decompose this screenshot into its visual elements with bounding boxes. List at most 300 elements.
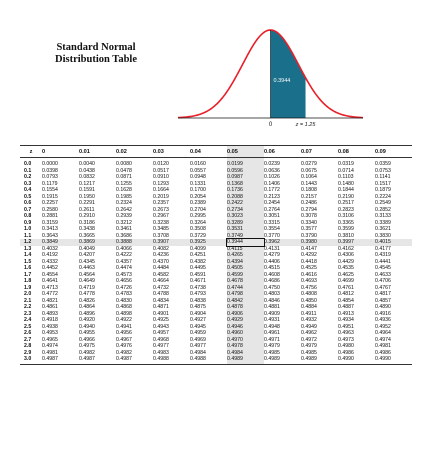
- table-cell: 0.0080: [116, 161, 132, 167]
- row-z-value: 2.3: [24, 310, 32, 317]
- table-cell: 0.3621: [375, 226, 391, 232]
- table-cell: 0.1915: [42, 193, 58, 200]
- column-header: 0: [42, 146, 79, 158]
- table-cell: 0.4463: [79, 265, 95, 271]
- table-cell: 0.3944: [227, 239, 264, 246]
- table-cell: 0.4893: [42, 310, 58, 317]
- table-cell: 0.4131: [264, 245, 280, 252]
- table-cell: 0.4830: [116, 297, 132, 304]
- table-cell: 0.4929: [227, 317, 264, 324]
- table-cell: 0.4898: [116, 310, 132, 317]
- table-cell: 0.3665: [79, 232, 95, 239]
- table-cell: 0.4279: [264, 252, 280, 258]
- table-cell: 0.2794: [301, 206, 317, 213]
- table-cell: 0.4726: [116, 284, 132, 291]
- table-cell: 0.4890: [375, 304, 391, 310]
- table-cell: 0.4911: [301, 310, 317, 317]
- table-cell: 0.4909: [264, 310, 280, 317]
- table-cell: 0.4441: [375, 258, 391, 265]
- row-z-value: 2.2: [24, 304, 32, 310]
- table-cell: 0.4989: [227, 356, 264, 364]
- table-cell: 0.1179: [42, 180, 58, 187]
- page-title: [50, 42, 142, 66]
- table-cell: 0.4969: [190, 336, 206, 343]
- table-cell: 0.3238: [153, 219, 169, 226]
- table-cell: 0.4382: [190, 258, 206, 265]
- table-cell: 0.2734: [227, 207, 264, 214]
- table-cell: 0.4345: [79, 258, 95, 265]
- table-cell: 0.2486: [301, 200, 317, 206]
- table-cell: 0.4793: [190, 291, 206, 297]
- table-cell: 0.0160: [190, 161, 206, 167]
- table-cell: 0.4977: [190, 343, 206, 349]
- table-cell: 0.2580: [42, 206, 58, 213]
- z-value-label: z = 1.25: [295, 122, 316, 128]
- table-cell: 0.4236: [153, 252, 169, 258]
- table-cell: 0.4515: [264, 265, 280, 271]
- table-cell: 0.4940: [79, 323, 95, 330]
- table-cell: 0.4952: [375, 323, 391, 330]
- row-z-value: 1.1: [24, 232, 32, 239]
- row-z-value: 1.2: [20, 239, 42, 246]
- table-cell: 0.4884: [301, 304, 317, 310]
- table-cell: 0.4987: [79, 356, 116, 364]
- table-cell: 0.4985: [264, 349, 280, 356]
- table-cell: 0.2123: [264, 193, 280, 200]
- table-cell: 0.1628: [116, 187, 132, 193]
- table-cell: 0.4941: [116, 323, 132, 330]
- table-cell: 0.4981: [42, 349, 58, 356]
- table-cell: 0.4938: [42, 323, 58, 330]
- table-cell: 0.0910: [153, 174, 169, 180]
- table-cell: 0.0120: [153, 161, 169, 167]
- table-cell: 0.4943: [153, 323, 169, 330]
- table-cell: 0.4484: [153, 265, 169, 271]
- row-z-value: 0.1: [24, 167, 32, 174]
- table-cell: 0.4960: [227, 330, 264, 337]
- table-cell: 0.3810: [338, 232, 354, 239]
- table-cell: 0.0987: [227, 174, 264, 181]
- row-z-value: 0.7: [24, 206, 32, 213]
- table-cell: 0.4750: [264, 284, 280, 291]
- table-cell: 0.4452: [42, 265, 58, 271]
- table-cell: 0.4955: [79, 330, 95, 336]
- table-cell: 0.3708: [153, 232, 169, 239]
- table-cell: 0.3289: [227, 220, 264, 227]
- table-cell: 0.3599: [338, 226, 354, 232]
- table-cell: 0.4916: [375, 310, 391, 317]
- column-header: 0.09: [375, 146, 412, 158]
- table-cell: 0.2764: [264, 206, 280, 213]
- table-cell: 0.1879: [375, 187, 391, 193]
- row-z-value: 1.6: [24, 265, 32, 271]
- row-z-value: 2.7: [24, 336, 32, 343]
- table-cell: 0.0398: [42, 167, 58, 174]
- table-cell: 0.2939: [116, 213, 132, 219]
- row-z-value: 2.1: [24, 297, 32, 304]
- table-cell: 0.2823: [338, 206, 354, 213]
- table-cell: 0.4913: [338, 310, 354, 317]
- table-cell: 0.4988: [153, 356, 190, 364]
- table-cell: 0.4945: [190, 323, 206, 330]
- table-cell: 0.1331: [190, 180, 206, 187]
- table-cell: 0.4989: [264, 356, 301, 364]
- table-cell: 0.4901: [153, 310, 169, 317]
- row-z-value: 0.4: [24, 187, 32, 193]
- table-cell: 0.0040: [79, 161, 95, 167]
- table-cell: 0.4505: [227, 265, 264, 272]
- table-cell: 0.4990: [375, 356, 412, 364]
- table-cell: 0.4936: [375, 317, 391, 323]
- table-cell: 0.4974: [42, 343, 58, 349]
- table-cell: 0.4319: [375, 252, 391, 258]
- table-cell: 0.4732: [153, 284, 169, 291]
- table-cell: 0.4394: [227, 259, 264, 266]
- row-z-value: 3.0: [20, 356, 42, 364]
- table-cell: 0.0596: [227, 168, 264, 175]
- table-cell: 0.4370: [153, 258, 169, 265]
- table-cell: 0.0319: [338, 161, 354, 167]
- table-cell: 0.4964: [375, 330, 391, 336]
- table-cell: 0.1985: [116, 193, 132, 200]
- table-cell: 0.1064: [301, 174, 317, 180]
- table-cell: 0.4292: [301, 252, 317, 258]
- table-cell: 0.4826: [79, 297, 95, 304]
- table-cell: 0.4956: [116, 330, 132, 336]
- table-cell: 0.4582: [153, 271, 169, 278]
- table-cell: 0.4177: [375, 245, 391, 252]
- column-header: 0.02: [116, 146, 153, 158]
- shaded-area: [271, 30, 306, 118]
- table-cell: 0.4767: [375, 284, 391, 291]
- row-z-value: 2.8: [24, 343, 32, 349]
- table-cell: 0.4649: [79, 278, 95, 284]
- table-cell: 0.4761: [338, 284, 354, 291]
- table-cell: 0.4699: [338, 278, 354, 284]
- column-header: 0.08: [338, 146, 375, 158]
- table-cell: 0.1443: [301, 180, 317, 187]
- table-cell: 0.3577: [301, 226, 317, 232]
- table-cell: 0.4713: [42, 284, 58, 291]
- table-cell: 0.4778: [79, 291, 95, 297]
- table-cell: 0.2881: [42, 213, 58, 219]
- table-cell: 0.4803: [264, 291, 280, 297]
- table-cell: 0.4986: [375, 349, 391, 356]
- table-cell: 0.1554: [42, 187, 58, 193]
- table-cell: 0.4978: [227, 343, 264, 350]
- table-cell: 0.4772: [42, 291, 58, 297]
- table-cell: 0.4981: [375, 343, 391, 349]
- table-cell: 0.4904: [190, 310, 206, 317]
- table-cell: 0.4192: [42, 252, 58, 258]
- table-cell: 0.4922: [116, 317, 132, 323]
- table-cell: 0.4756: [301, 284, 317, 291]
- table-cell: 0.0753: [375, 167, 391, 174]
- table-cell: 0.4678: [227, 278, 264, 285]
- table-cell: 0.3962: [264, 239, 301, 246]
- zero-label: 0: [268, 122, 273, 128]
- table-cell: 0.4049: [79, 245, 95, 252]
- table-cell: 0.4222: [116, 252, 132, 258]
- table-cell: 0.2324: [116, 200, 132, 206]
- table-cell: 0.4857: [375, 297, 391, 304]
- table-cell: 0.4875: [190, 304, 206, 310]
- table-cell: 0.4934: [338, 317, 354, 323]
- table-cell: 0.4812: [338, 291, 354, 297]
- row-z-value: 1.3: [24, 245, 32, 252]
- table-cell: 0.2517: [338, 200, 354, 206]
- table-cell: 0.4015: [375, 239, 412, 246]
- table-cell: 0.4591: [190, 271, 206, 278]
- table-cell: 0.3790: [301, 232, 317, 239]
- table-cell: 0.4983: [153, 349, 169, 356]
- row-z-value: 0.6: [24, 200, 32, 206]
- table-cell: 0.1255: [116, 180, 132, 187]
- table-cell: 0.3078: [301, 213, 317, 219]
- table-cell: 0.1808: [301, 187, 317, 193]
- table-cell: 0.3413: [42, 226, 58, 232]
- table-cell: 0.4525: [301, 265, 317, 271]
- column-header: 0.05: [227, 146, 264, 158]
- table-cell: 0.4854: [338, 297, 354, 304]
- table-cell: 0.3340: [301, 219, 317, 226]
- table-cell: 0.4838: [190, 297, 206, 304]
- table-cell: 0.1480: [338, 180, 354, 187]
- table-cell: 0.4962: [301, 330, 317, 336]
- table-cell: 0.4973: [338, 336, 354, 343]
- table-cell: 0.2190: [338, 193, 354, 200]
- table-cell: 0.4808: [301, 291, 317, 297]
- table-cell: 0.4406: [264, 258, 280, 265]
- table-cell: 0.0832: [79, 174, 95, 180]
- table-cell: 0.0948: [190, 174, 206, 180]
- table-cell: 0.4986: [338, 349, 354, 356]
- table-cell: 0.3461: [116, 226, 132, 232]
- table-cell: 0.4032: [42, 245, 58, 252]
- row-z-value: 1.5: [24, 258, 32, 265]
- table-cell: 0.0793: [42, 174, 58, 180]
- table-cell: 0.3925: [190, 239, 227, 246]
- table-cell: 0.0199: [227, 158, 264, 168]
- table-cell: 0.4974: [375, 336, 391, 343]
- table-cell: 0.4817: [375, 291, 391, 297]
- table-cell: 0.4599: [227, 272, 264, 279]
- table-cell: 0.2389: [190, 200, 206, 206]
- table-cell: 0.3531: [227, 226, 264, 233]
- table-cell: 0.0239: [264, 161, 280, 167]
- table-cell: 0.4798: [227, 291, 264, 298]
- table-cell: 0.4896: [79, 310, 95, 317]
- table-cell: 0.2291: [79, 200, 95, 206]
- table-cell: 0.2224: [375, 193, 391, 200]
- table-cell: 0.4861: [42, 304, 58, 310]
- table-cell: 0.4671: [190, 278, 206, 284]
- table-cell: 0.4976: [116, 343, 132, 349]
- table-cell: 0.3485: [153, 226, 169, 232]
- row-z-value: 0.0: [24, 161, 32, 167]
- table-cell: 0.4834: [153, 297, 169, 304]
- table-cell: 0.4846: [264, 297, 280, 304]
- normal-curve-figure: [178, 14, 363, 132]
- table-cell: 0.2995: [190, 213, 206, 219]
- table-cell: 0.4988: [190, 356, 227, 364]
- table-cell: 0.4946: [227, 324, 264, 331]
- table-cell: 0.4357: [116, 258, 132, 265]
- table-cell: 0.4474: [116, 265, 132, 271]
- table-cell: 0.4162: [338, 245, 354, 252]
- table-cell: 0.3133: [375, 213, 391, 219]
- row-z-value: 2.6: [24, 330, 32, 336]
- table-cell: 0.4982: [79, 349, 95, 356]
- table-cell: 0.4925: [153, 317, 169, 323]
- table-cell: 0.3389: [375, 219, 391, 226]
- normal-curve-svg: [178, 14, 363, 132]
- table-cell: 0.4332: [42, 258, 58, 265]
- table-cell: 0.3264: [190, 219, 206, 226]
- table-cell: 0.4948: [264, 323, 280, 330]
- table-cell: 0.4495: [190, 265, 206, 271]
- table-cell: 0.4693: [301, 278, 317, 284]
- z-table: [20, 145, 412, 365]
- table-cell: 0.4951: [338, 323, 354, 330]
- table-cell: 0.1293: [153, 180, 169, 187]
- table-cell: 0.4099: [190, 245, 206, 252]
- table-cell: 0.1844: [338, 187, 354, 193]
- table-cell: 0.4616: [301, 271, 317, 278]
- table-cell: 0.4418: [301, 258, 317, 265]
- table-cell: 0.3159: [42, 219, 58, 226]
- row-z-value: 2.0: [24, 291, 32, 297]
- table-cell: 0.4920: [79, 317, 95, 323]
- table-cell: 0.4207: [79, 252, 95, 258]
- table-cell: 0.4535: [338, 265, 354, 271]
- table-cell: 0.0438: [79, 167, 95, 174]
- table-cell: 0.4972: [301, 336, 317, 343]
- table-cell: 0.2673: [153, 206, 169, 213]
- title-line-2: Distribution Table: [55, 54, 137, 65]
- table-cell: 0.3770: [264, 232, 280, 239]
- table-cell: 0.2054: [190, 193, 206, 200]
- table-cell: 0.4864: [79, 304, 95, 310]
- table-cell: 0.1700: [190, 187, 206, 193]
- table-cell: 0.2967: [153, 213, 169, 219]
- table-cell: 0.3106: [338, 213, 354, 219]
- table-cell: 0.1141: [375, 174, 391, 180]
- table-cell: 0.4429: [338, 258, 354, 265]
- table-cell: 0.1664: [153, 187, 169, 193]
- table-cell: 0.4985: [301, 349, 317, 356]
- table-cell: 0.2852: [375, 206, 391, 213]
- table-cell: 0.4871: [153, 304, 169, 310]
- table-cell: 0.2019: [153, 193, 169, 200]
- table-cell: 0.4115: [227, 246, 264, 253]
- table-cell: 0.4971: [264, 336, 280, 343]
- table-header-row: [20, 146, 412, 158]
- table-cell: 0.4953: [42, 330, 58, 336]
- table-cell: 0.4783: [116, 291, 132, 297]
- column-header: 0.03: [153, 146, 190, 158]
- table-cell: 0.1950: [79, 193, 95, 200]
- column-header: 0.01: [79, 146, 116, 158]
- table-cell: 0.1217: [79, 180, 95, 187]
- table-cell: 0.4949: [301, 323, 317, 330]
- table-cell: 0.4979: [301, 343, 317, 349]
- table-cell: 0.3888: [116, 239, 153, 246]
- table-cell: 0.4932: [301, 317, 317, 323]
- table-cell: 0.4963: [338, 330, 354, 336]
- table-cell: 0.2257: [42, 200, 58, 206]
- table-row: [20, 158, 412, 168]
- table-cell: 0.4906: [227, 311, 264, 318]
- table-cell: 0.4744: [227, 285, 264, 292]
- row-z-value: 0.3: [24, 180, 32, 187]
- table-cell: 0.4664: [153, 278, 169, 284]
- table-cell: 0.4881: [264, 304, 280, 310]
- table-cell: 0.1772: [264, 187, 280, 193]
- table-cell: 0.0359: [375, 161, 391, 167]
- z-column-header: z: [20, 146, 42, 158]
- table-cell: 0.4633: [375, 271, 391, 278]
- table-cell: 0.4251: [190, 252, 206, 258]
- row-z-value: 1.0: [24, 226, 32, 232]
- table-cell: 0.0557: [190, 167, 206, 174]
- table-cell: 0.4265: [227, 252, 264, 259]
- table-cell: 0.4959: [190, 330, 206, 336]
- table-cell: 0.4975: [79, 343, 95, 349]
- table-cell: 0.4842: [227, 298, 264, 305]
- row-z-value: 1.7: [24, 271, 32, 278]
- row-z-value: 0.8: [24, 213, 32, 219]
- table-cell: 0.2422: [227, 200, 264, 207]
- table-cell: 0.4966: [79, 336, 95, 343]
- table-cell: 0.4686: [264, 278, 280, 284]
- table-cell: 0.3212: [116, 219, 132, 226]
- table-cell: 0.3749: [227, 233, 264, 240]
- table-cell: 0.3849: [42, 239, 79, 246]
- table-cell: 0.4868: [116, 304, 132, 310]
- table-cell: 0.4306: [338, 252, 354, 258]
- row-z-value: 0.5: [24, 193, 32, 200]
- table-cell: 0.4927: [190, 317, 206, 323]
- table-cell: 0.4573: [116, 271, 132, 278]
- column-header: 0.07: [301, 146, 338, 158]
- table-cell: 0.4965: [42, 336, 58, 343]
- table-cell: 0.4625: [338, 271, 354, 278]
- table-cell: 0.2642: [116, 206, 132, 213]
- table-cell: 0.3869: [79, 239, 116, 246]
- table-cell: 0.4608: [264, 271, 280, 278]
- table-cell: 0.4545: [375, 265, 391, 271]
- row-z-value: 2.9: [24, 349, 32, 356]
- table-cell: 0.4850: [301, 297, 317, 304]
- table-cell: 0.4979: [264, 343, 280, 349]
- table-cell: 0.4719: [79, 284, 95, 291]
- table-cell: 0.2910: [79, 213, 95, 219]
- table-cell: 0.4961: [264, 330, 280, 336]
- table-cell: 0.4878: [227, 304, 264, 311]
- table-cell: 0.3186: [79, 219, 95, 226]
- table-cell: 0.1368: [227, 181, 264, 188]
- table-cell: 0.1026: [264, 174, 280, 180]
- table-cell: 0.3438: [79, 226, 95, 232]
- table-cell: 0.3315: [264, 219, 280, 226]
- table-cell: 0.3643: [42, 232, 58, 239]
- table-cell: 0.4738: [190, 284, 206, 291]
- table-cell: 0.4887: [338, 304, 354, 310]
- row-z-value: 1.9: [24, 284, 32, 291]
- table-cell: 0.3907: [153, 239, 190, 246]
- table-cell: 0.1103: [338, 174, 354, 180]
